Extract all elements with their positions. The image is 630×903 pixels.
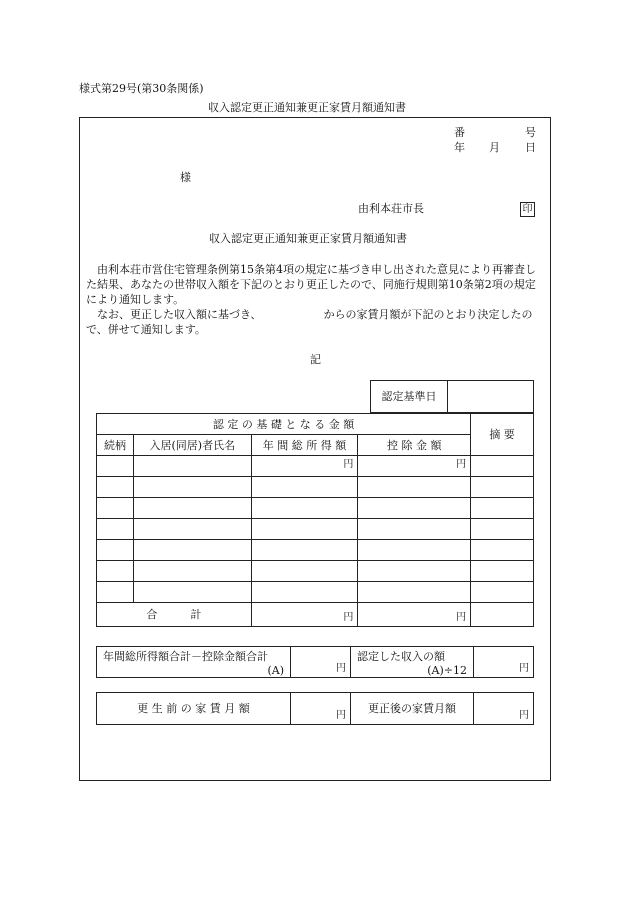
- table-row: [97, 477, 534, 498]
- form-title: 収入認定更正通知兼更正家賃月額通知書: [208, 101, 406, 114]
- recipient-suffix: 様: [180, 171, 191, 184]
- cell-income[interactable]: [251, 519, 358, 540]
- body-paragraph-2: [86, 307, 546, 337]
- cell-name[interactable]: [133, 498, 251, 519]
- cell-relation[interactable]: [97, 582, 134, 603]
- form-number: 様式第29号(第30条関係): [79, 82, 204, 95]
- cell-relation[interactable]: [97, 456, 134, 477]
- cell-relation[interactable]: [97, 561, 134, 582]
- calc-label: 年間総所得額合計－控除金額合計: [103, 650, 268, 663]
- cell-name[interactable]: [133, 561, 251, 582]
- cell-income[interactable]: [251, 498, 358, 519]
- col-deduction: 控 除 金 額: [358, 435, 471, 456]
- cell-income[interactable]: [251, 561, 358, 582]
- cell-relation[interactable]: [97, 519, 134, 540]
- yen-unit: 円: [343, 459, 354, 470]
- income-basis-table: [96, 413, 534, 627]
- table-row: [97, 540, 534, 561]
- yen-unit: 円: [343, 612, 354, 623]
- number-suffix: 号: [525, 126, 536, 139]
- col-income: 年 間 総 所 得 額: [251, 435, 358, 456]
- calc-label-a: (A): [267, 664, 284, 677]
- cell-income[interactable]: [251, 477, 358, 498]
- total-deduction[interactable]: [358, 603, 471, 627]
- cell-deduction[interactable]: [358, 540, 471, 561]
- date-year: 年: [454, 141, 465, 154]
- cell-remarks[interactable]: [471, 498, 534, 519]
- cell-remarks[interactable]: [471, 519, 534, 540]
- cell-remarks[interactable]: [471, 540, 534, 561]
- cell-relation[interactable]: [97, 498, 134, 519]
- cell-relation[interactable]: [97, 477, 134, 498]
- cell-remarks[interactable]: [471, 456, 534, 477]
- rent-table: [96, 692, 534, 725]
- issuer-name: 由利本荘市長: [358, 202, 424, 215]
- calc-label-cell: [97, 647, 291, 678]
- calculation-table: [96, 646, 534, 678]
- cell-deduction[interactable]: [358, 477, 471, 498]
- table-row: [97, 498, 534, 519]
- yen-unit: 円: [519, 663, 529, 674]
- cell-name[interactable]: [133, 582, 251, 603]
- yen-unit: 円: [336, 663, 346, 674]
- base-date-label: 認定基準日: [371, 381, 448, 413]
- cell-relation[interactable]: [97, 540, 134, 561]
- cell-remarks[interactable]: [471, 477, 534, 498]
- recognized-value[interactable]: [474, 647, 534, 678]
- base-date-table: [370, 380, 534, 413]
- col-relation: 続柄: [97, 435, 134, 456]
- inner-title: 収入認定更正通知兼更正家賃月額通知書: [209, 232, 407, 245]
- cell-income[interactable]: [251, 582, 358, 603]
- cell-deduction[interactable]: [358, 519, 471, 540]
- yen-unit: 円: [456, 459, 467, 470]
- recognized-formula: (A)÷12: [427, 664, 467, 677]
- cell-income[interactable]: [251, 456, 358, 477]
- seal-mark: [520, 202, 535, 217]
- yen-unit: 円: [456, 612, 467, 623]
- yen-unit: 円: [336, 710, 346, 721]
- date-month: 月: [489, 141, 500, 154]
- recognized-label-cell: [351, 647, 474, 678]
- rent-before-label: 更 生 前 の 家 賃 月 額: [97, 693, 291, 725]
- total-label: 合 計: [97, 603, 252, 627]
- seal-icon: 印: [520, 202, 535, 217]
- cell-name[interactable]: [133, 456, 251, 477]
- body-paragraph-1: 由利本荘市営住宅管理条例第15条第4項の規定に基づき申し出された意見により再審査した結果、あなたの世帯収入額を下記のとおり更正したので、同施行規則第10条第2項の規定により通知します。: [86, 263, 536, 306]
- table-row: [97, 582, 534, 603]
- paragraph-2-part-2: からの家賃月額が下記のとおり決定したので、併せて通知します。: [86, 308, 533, 336]
- paragraph-2-part-1: なお、更正した収入額に基づき、: [97, 308, 262, 321]
- cell-income[interactable]: [251, 540, 358, 561]
- table-row: [97, 561, 534, 582]
- yen-unit: 円: [519, 710, 529, 721]
- group-header: 認 定 の 基 礎 と な る 金 額: [97, 414, 471, 435]
- remarks-header: 摘 要: [471, 414, 534, 456]
- cell-deduction[interactable]: [358, 456, 471, 477]
- total-remarks[interactable]: [471, 603, 534, 627]
- total-income[interactable]: [251, 603, 358, 627]
- cell-remarks[interactable]: [471, 582, 534, 603]
- recognized-label: 認定した収入の額: [357, 650, 445, 663]
- ki-label: 記: [310, 353, 321, 366]
- cell-name[interactable]: [133, 477, 251, 498]
- cell-deduction[interactable]: [358, 582, 471, 603]
- total-row: [97, 603, 534, 627]
- col-name: 入居(同居)者氏名: [133, 435, 251, 456]
- cell-name[interactable]: [133, 519, 251, 540]
- cell-name[interactable]: [133, 540, 251, 561]
- date-day: 日: [525, 141, 536, 154]
- number-label: 番: [454, 126, 465, 139]
- calc-value[interactable]: [291, 647, 351, 678]
- cell-deduction[interactable]: [358, 498, 471, 519]
- table-row: [97, 519, 534, 540]
- rent-after-value[interactable]: [474, 693, 534, 725]
- cell-deduction[interactable]: [358, 561, 471, 582]
- rent-before-value[interactable]: [291, 693, 351, 725]
- rent-after-label: 更正後の家賃月額: [351, 693, 474, 725]
- base-date-value[interactable]: [448, 381, 534, 413]
- table-row: [97, 456, 534, 477]
- cell-remarks[interactable]: [471, 561, 534, 582]
